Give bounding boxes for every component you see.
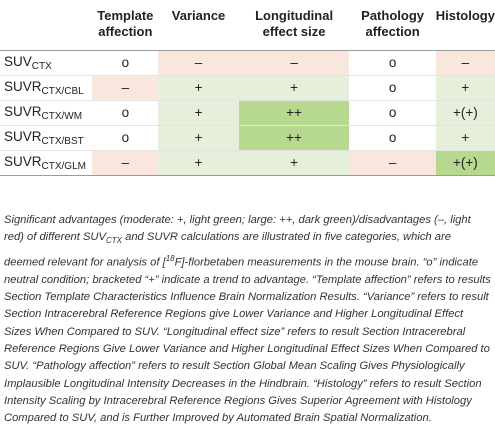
cell-template-affection: o [92, 50, 158, 75]
header-pathology-affection: Pathology affection [361, 8, 424, 39]
table-row [0, 75, 495, 100]
cell-variance: + [158, 150, 238, 175]
table-row [0, 150, 495, 175]
cell-variance: + [158, 100, 238, 125]
cell-variance: – [158, 50, 238, 75]
cell-longitudinal: ++ [239, 125, 350, 150]
row-label: $SUVR_{CTX/GLM}$ [0, 150, 92, 175]
header-longitudinal-effect-size: Longitudinal effect size [255, 8, 334, 39]
cell-longitudinal: + [239, 75, 350, 100]
table-caption: Significant advantages (moderate: +, light green; large: ++, dark green)/disadvantages (–, light red) of different $SUV_{CTX}$ and SUVR calculations are illustrated in five categories, which are deemed relevant for analysis of [$^{18}$F]-florbetaben measurements in the mouse brain. “o” indicate neutral condition; bracketed “+” indicate a trend to advantage. “Template affection” refers to results Section Template Characteristics Influence Brain Normalization Results. “Variance” refers to result Section Intracerebral Reference Regions give Lower Variance and Higher Longitudinal Effect Sizes When Compared to SUV. “Longitudinal effect size” refers to result Section Intracerebral Reference Regions Give Lower Variance and Higher Longitudinal Effect Sizes When Compared to SUV. “Pathology affection” refers to result Section Global Mean Scaling Gives Physiologically Implausible Longitudinal Intensity Decreases in the Hindbrain. “Histology” refers to result Section Intensity Scaling by Intracerebral Reference Regions Gives Superior Agreement with Histology Compared to SUV, and is Further Improved by Automated Brain Spatial Normalization. [4, 214, 491, 425]
row-label: $SUVR_{CTX/BST}$ [0, 125, 92, 150]
header-variance: Variance [171, 8, 226, 23]
cell-histology: + [436, 75, 495, 100]
cell-longitudinal: + [239, 150, 350, 175]
cell-longitudinal: – [239, 50, 350, 75]
cell-pathology: o [349, 50, 435, 75]
row-label: $SUVR_{CTX/CBL}$ [0, 75, 92, 100]
cell-variance: + [158, 75, 238, 100]
cell-template-affection: o [92, 125, 158, 150]
cell-template-affection: o [92, 100, 158, 125]
table-row [0, 100, 495, 125]
cell-histology: +(+) [436, 150, 495, 175]
header-method [0, 0, 92, 50]
comparison-table [0, 0, 495, 176]
cell-pathology: o [349, 75, 435, 100]
table-row [0, 50, 495, 75]
cell-histology: + [436, 125, 495, 150]
cell-histology: +(+) [436, 100, 495, 125]
header-histology: Histology [435, 8, 495, 23]
cell-pathology: – [349, 150, 435, 175]
cell-variance: + [158, 125, 238, 150]
cell-template-affection: – [92, 75, 158, 100]
row-label: $SUVR_{CTX/WM}$ [0, 100, 92, 125]
cell-pathology: o [349, 100, 435, 125]
cell-histology: – [436, 50, 495, 75]
header-row [0, 0, 495, 50]
table-row [0, 125, 495, 150]
cell-template-affection: – [92, 150, 158, 175]
header-template-affection: Template affection [97, 8, 154, 39]
cell-longitudinal: ++ [239, 100, 350, 125]
cell-pathology: o [349, 125, 435, 150]
row-label: $SUV_{CTX}$ [0, 50, 92, 75]
